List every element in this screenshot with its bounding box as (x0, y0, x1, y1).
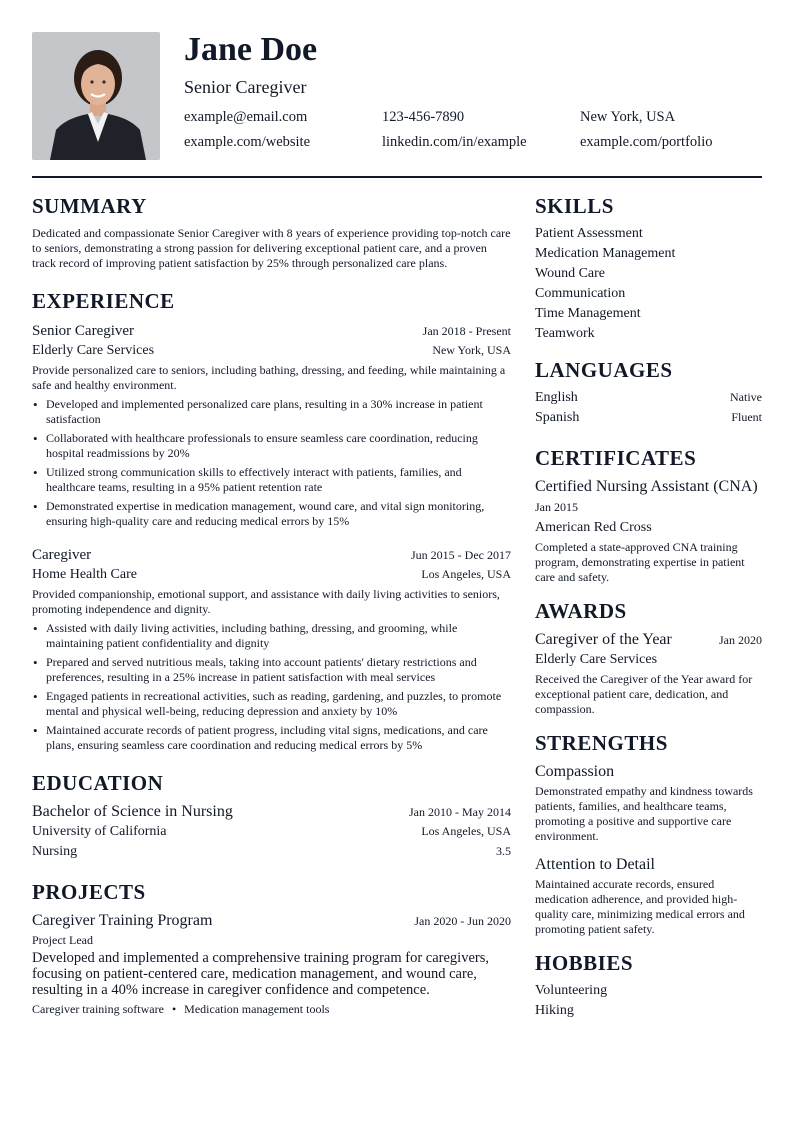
list-item: • Developed and implemented personalized care plans, resulting in a 30% increase in patient satisfaction (32, 397, 511, 427)
list-item: • Maintained accurate records of patient progress, including vital signs, medications, and care plans, ensuring seamless care coordination and reducing medical errors by 5% (32, 723, 511, 753)
contact-portfolio[interactable]: example.com/portfolio (580, 134, 713, 150)
job-company: Elderly Care Services (32, 343, 155, 358)
section-heading: CERTIFICATES (535, 446, 697, 470)
hobby-item: Volunteering (535, 983, 608, 998)
education-field: Nursing (32, 844, 78, 859)
job-bullets (32, 621, 511, 753)
section-heading: EDUCATION (32, 771, 164, 795)
section-heading: SKILLS (535, 194, 614, 218)
job-description: Provide personalized care to seniors, including bathing, dressing, and feeding, while maintaining a safe and healthy environment. (32, 363, 506, 392)
education-school: University of California (32, 824, 167, 839)
job-company: Home Health Care (32, 567, 137, 582)
certificate-description: Completed a state-approved CNA training program, demonstrating expertise in patient care and safety. (535, 540, 745, 584)
project-name: Caregiver Training Program (32, 912, 213, 929)
education-dates: Jan 2010 - May 2014 (409, 805, 511, 819)
strengths-section (535, 729, 762, 937)
certificate-date: Jan 2015 (535, 500, 578, 514)
tool-separator: • (171, 1002, 177, 1016)
job-location: Los Angeles, USA (421, 567, 511, 581)
education-location: Los Angeles, USA (421, 824, 511, 838)
skill-item: Medication Management (535, 246, 676, 261)
candidate-name: Jane Doe (184, 31, 318, 68)
summary-text: Dedicated and compassionate Senior Caregiver with 8 years of experience providing top-notch care to seniors, demonstrating a strong passion for delivering exceptional patient care, and a proven track record of improving patient satisfaction by 25% through personalized care plans. (32, 226, 511, 270)
summary-section (32, 192, 511, 271)
project-description: Developed and implemented a comprehensive training program for caregivers, focusing on patient-centered care, medication management, and wound care, resulting in a 40% increase in caregiver confidence and competence. (32, 950, 489, 998)
contact-website[interactable]: example.com/website (184, 134, 311, 150)
hobby-item: Hiking (535, 1003, 574, 1018)
job-dates: Jun 2015 - Dec 2017 (411, 548, 511, 562)
job-bullets (32, 397, 511, 529)
certificates-section (535, 444, 762, 585)
language-name: Spanish (535, 410, 580, 425)
header-divider (32, 176, 762, 178)
awards-section (535, 597, 762, 717)
list-item: • Demonstrated expertise in medication management, wound care, and vital sign monitoring, ensuring high-quality care and reducing medical errors by 15% (32, 499, 511, 529)
education-gpa: 3.5 (496, 844, 511, 858)
experience-section (32, 287, 511, 753)
award-name: Caregiver of the Year (535, 631, 672, 648)
skill-item: Communication (535, 286, 626, 301)
contact-linkedin[interactable]: linkedin.com/in/example (382, 134, 527, 150)
project-dates: Jan 2020 - Jun 2020 (414, 914, 511, 928)
contact-location: New York, USA (580, 109, 676, 125)
contact-email[interactable]: example@email.com (184, 109, 308, 125)
language-level: Fluent (731, 410, 762, 424)
skill-item: Teamwork (535, 326, 595, 341)
strength-name: Compassion (535, 763, 615, 780)
language-level: Native (730, 390, 762, 404)
job-dates: Jan 2018 - Present (422, 324, 511, 338)
job-entry (32, 545, 511, 753)
skills-list (535, 224, 762, 344)
list-item: • Utilized strong communication skills to effectively interact with patients, families, and healthcare teams, resulting in a 95% patient retention rate (32, 465, 511, 495)
award-description: Received the Caregiver of the Year award for exceptional patient care, dedication, and compassion. (535, 672, 753, 716)
candidate-title: Senior Caregiver (184, 77, 307, 97)
section-heading: AWARDS (535, 599, 627, 623)
strength-description: Maintained accurate records, ensured medication adherence, and provided high-quality care, minimizing medical errors and promoting patient safety. (535, 877, 745, 936)
job-description: Provided companionship, emotional support, and assistance with daily living activities to seniors, promoting independence and dignity. (32, 587, 500, 616)
hobbies-list (535, 981, 762, 1021)
left-column (32, 192, 511, 1017)
language-name: English (535, 390, 578, 405)
skill-item: Time Management (535, 306, 641, 321)
job-role: Senior Caregiver (32, 323, 135, 339)
list-item: • Collaborated with healthcare professionals to ensure seamless care coordination, reducing hospital readmissions by 20% (32, 431, 511, 461)
education-section (32, 769, 511, 862)
section-heading: HOBBIES (535, 951, 634, 975)
strength-description: Demonstrated empathy and kindness towards patients, families, and healthcare teams, promoting a positive and supportive care environment. (535, 784, 753, 843)
strength-name: Attention to Detail (535, 856, 655, 873)
right-column (535, 192, 762, 1021)
project-tool: Caregiver training software (32, 1002, 164, 1016)
skills-section (535, 192, 762, 344)
list-item: • Engaged patients in recreational activities, such as reading, gardening, and puzzles, to promote mental and physical well-being, reducing depression and anxiety by 10% (32, 689, 511, 719)
job-entry (32, 321, 511, 529)
award-issuer: Elderly Care Services (535, 652, 658, 667)
job-location: New York, USA (432, 343, 511, 357)
project-role: Project Lead (32, 933, 93, 947)
skill-item: Patient Assessment (535, 226, 643, 241)
hobbies-section (535, 949, 762, 1021)
projects-section (32, 878, 511, 1017)
contact-phone[interactable]: 123-456-7890 (382, 109, 465, 125)
section-heading: LANGUAGES (535, 358, 673, 382)
list-item: • Assisted with daily living activities, including bathing, dressing, and grooming, while maintaining patient confidentiality and dignity (32, 621, 511, 651)
section-heading: EXPERIENCE (32, 289, 175, 313)
section-heading: PROJECTS (32, 880, 146, 904)
certificate-name: Certified Nursing Assistant (CNA) (535, 478, 758, 495)
award-date: Jan 2020 (719, 633, 762, 647)
list-item: • Prepared and served nutritious meals, taking into account patients' dietary restrictions and preferences, resulting in a 25% increase in patient satisfaction with meal services (32, 655, 511, 685)
profile-photo (32, 32, 160, 160)
education-degree: Bachelor of Science in Nursing (32, 803, 233, 820)
skill-item: Wound Care (535, 266, 606, 281)
certificate-issuer: American Red Cross (535, 520, 652, 535)
languages-section (535, 356, 762, 428)
job-role: Caregiver (32, 547, 92, 563)
section-heading: STRENGTHS (535, 731, 668, 755)
section-heading: SUMMARY (32, 194, 147, 218)
project-tools (32, 1002, 511, 1017)
project-tool: Medication management tools (184, 1002, 330, 1016)
